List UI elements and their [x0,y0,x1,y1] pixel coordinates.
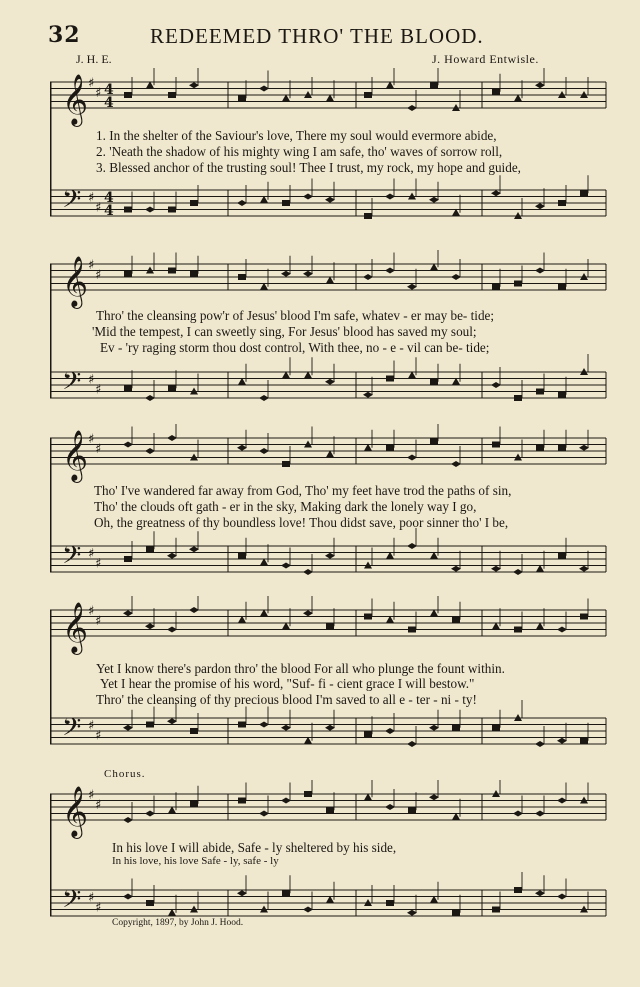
lyric-line-5-2: In his love, his love Safe - ly, safe - ly [112,855,279,867]
lyric-line-2-2: 'Mid the tempest, I can sweetly sing, For Jesus' blood has saved my soul; [92,324,477,339]
bass-clef-icon: 𝄢 [62,367,82,402]
time-signature-digit: 4 [104,203,114,220]
lyric-line-3-3: Oh, the greatness of thy boundless love! Thou didst save, poor sinner tho' I be, [94,515,509,530]
bass-clef-icon: 𝄢 [62,885,82,920]
time-signature-digit: 4 [104,95,114,112]
sharp-icon: ♯ [95,900,102,916]
lyric-line-3-1: Tho' I've wandered far away from God, Tho' my feet have trod the paths of sin, [94,483,512,498]
chorus-label: Chorus. [104,768,146,780]
page-number: 32 [48,22,81,48]
lyric-line-1-1: 1. In the shelter of the Saviour's love, There my soul would evermore abide, [96,128,497,143]
time-signature-digit: 4 [104,82,114,99]
sharp-icon: ♯ [88,258,95,273]
sharp-icon: ♯ [88,604,95,619]
sharp-icon: ♯ [88,372,95,388]
treble-clef-icon: 𝄞 [62,430,89,481]
composer-credit: J. Howard Entwisle. [432,52,539,66]
bass-clef-icon: 𝄢 [62,713,82,748]
treble-clef-icon: 𝄞 [62,256,89,307]
sharp-icon: ♯ [88,76,95,91]
lyric-line-1-2: 2. 'Neath the shadow of his mighty wing I am safe, tho' waves of sorrow roll, [96,144,503,159]
bass-clef-icon: 𝄢 [62,185,82,220]
sharp-icon: ♯ [95,728,102,744]
lyric-line-3-2: Tho' the clouds oft gath - er in the sky, Making dark the lonely way I go, [94,499,477,514]
lyric-line-4-1: Yet I know there's pardon thro' the blood For all who plunge the fount within. [96,661,505,676]
sharp-icon: ♯ [88,718,95,734]
sharp-icon: ♯ [95,267,102,283]
sharp-icon: ♯ [88,546,95,562]
sharp-icon: ♯ [95,556,102,572]
lyricist-credit: J. H. E. [76,52,112,66]
copyright-notice: Copyright, 1897, by John J. Hood. [112,918,244,928]
lyric-line-4-2: Yet I hear the promise of his word, "Suf- fi - cient grace I will bestow." [100,676,475,691]
time-signature-digit: 4 [104,190,114,207]
bass-clef-icon: 𝄢 [62,541,82,576]
lyric-line-5-1: In his love I will abide, Safe - ly sheltered by his side, [112,840,397,855]
treble-clef-icon: 𝄞 [62,602,89,653]
lyric-line-2-1: Thro' the cleansing pow'r of Jesus' blood I'm safe, whatev - er may be- tide; [96,308,495,323]
sharp-icon: ♯ [95,441,102,457]
sharp-icon: ♯ [95,382,102,398]
lyric-line-1-3: 3. Blessed anchor of the trusting soul! Thee I trust, my rock, my hope and guide, [96,160,521,175]
lyric-line-4-3: Thro' the cleansing of thy precious blood I'm saved to all e - ter - ni - ty! [96,692,477,707]
sharp-icon: ♯ [95,797,102,813]
sharp-icon: ♯ [88,190,95,206]
sharp-icon: ♯ [95,200,102,216]
treble-clef-icon: 𝄞 [62,74,89,125]
sharp-icon: ♯ [95,85,102,101]
sharp-icon: ♯ [88,788,95,803]
treble-clef-icon: 𝄞 [62,786,89,837]
sharp-icon: ♯ [95,613,102,629]
sharp-icon: ♯ [88,432,95,447]
hymn-title: REDEEMED THRO' THE BLOOD. [150,24,484,48]
lyric-line-2-3: Ev - 'ry raging storm thou dost control, With thee, no - e - vil can be- tide; [100,340,490,355]
sharp-icon: ♯ [88,890,95,906]
